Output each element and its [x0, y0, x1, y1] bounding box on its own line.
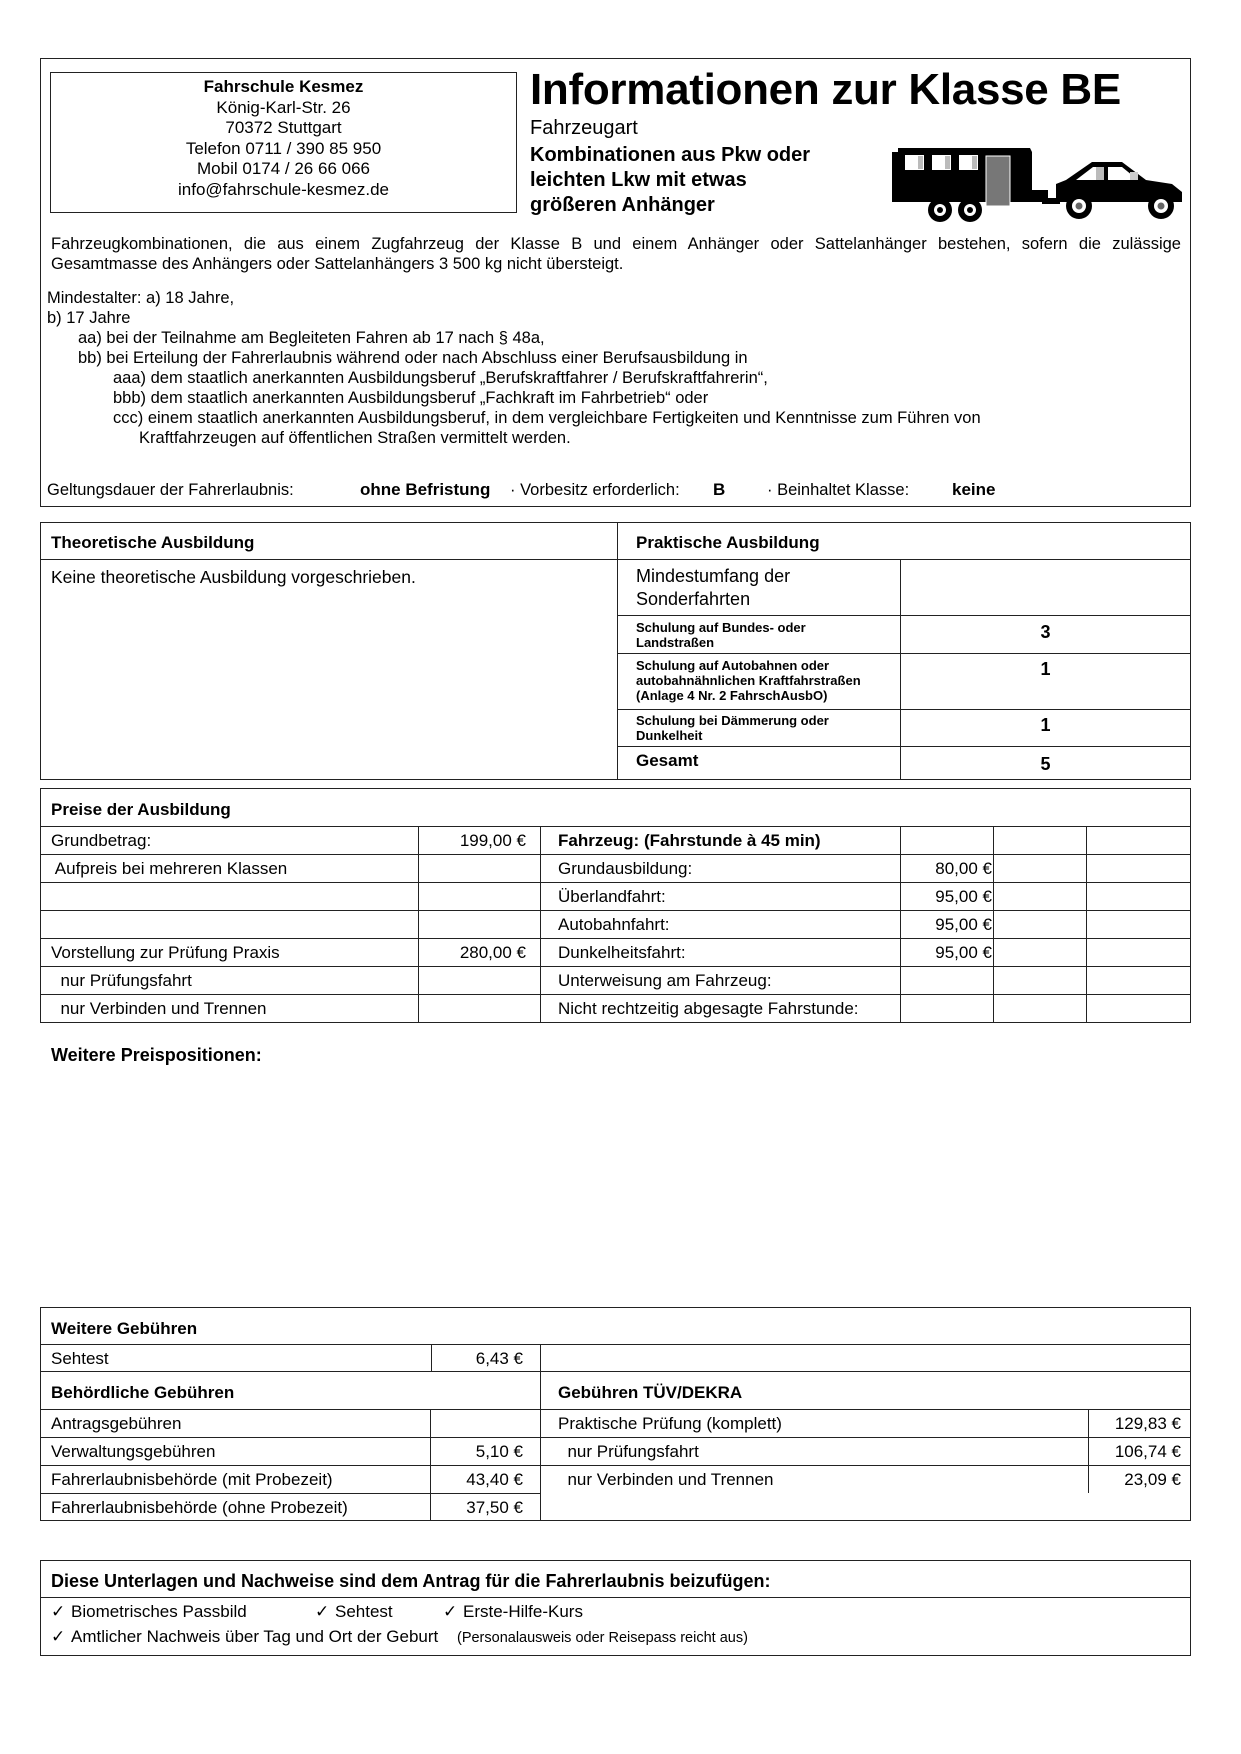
- theory-header: Theoretische Ausbildung: [51, 533, 255, 552]
- includes-label: · Beinhaltet Klasse:: [767, 481, 910, 499]
- training-total-label: Gesamt: [636, 751, 699, 770]
- school-mobile: Mobil 0174 / 26 66 066: [197, 159, 370, 178]
- authority-fee-label: Antragsgebühren: [51, 1414, 182, 1433]
- vehicle-description: Kombinationen aus Pkw oder leichten Lkw mit etwas größeren Anhänger: [530, 144, 811, 216]
- birth-proof-note: (Personalausweis oder Reisepass reicht aus): [456, 1630, 748, 1646]
- document-item-first-aid: ✓ Erste-Hilfe-Kurs: [443, 1602, 583, 1621]
- min-age-line: Mindestalter: a) 18 Jahre,: [47, 289, 235, 307]
- training-row-value: 1: [1040, 659, 1051, 679]
- car-with-horse-trailer-icon: [890, 140, 1190, 226]
- price-row-value: 199,00 €: [459, 831, 526, 850]
- practice-header: Praktische Ausbildung: [636, 533, 820, 552]
- authority-fee-value: 43,40 €: [466, 1470, 523, 1489]
- document-item-passport-photo: ✓ Biometrisches Passbild: [51, 1602, 247, 1621]
- price-row-label: nur Prüfungsfahrt: [51, 971, 192, 990]
- validity-label: Geltungsdauer der Fahrerlaubnis:: [47, 481, 294, 499]
- training-row-label: Schulung auf Bundes- oder Landstraßen: [636, 620, 806, 650]
- practice-subheader: Mindestumfang der Sonderfahrten: [636, 566, 791, 609]
- document-item-birth-proof: ✓ Amtlicher Nachweis über Tag und Ort der Geburt (Personalausweis oder Reisepass reicht aus): [51, 1627, 748, 1646]
- checkmark-icon: ✓: [315, 1602, 330, 1621]
- min-age-line: bbb) dem staatlich anerkannten Ausbildungsberuf „Fachkraft im Fahrbetrieb“ oder: [113, 389, 709, 407]
- page-title: Informationen zur Klasse BE: [530, 65, 1121, 114]
- training-table: [40, 522, 1191, 780]
- vehicle-type-label: Fahrzeugart: [530, 117, 638, 139]
- school-street: König-Karl-Str. 26: [216, 97, 351, 117]
- tuv-fee-value: 106,74 €: [1114, 1442, 1181, 1461]
- price-row-label: nur Verbinden und Trennen: [51, 999, 267, 1018]
- vehicle-price-value: 80,00 €: [935, 859, 992, 878]
- vehicle-price-value: 95,00 €: [935, 887, 992, 906]
- school-phone: Telefon 0711 / 390 85 950: [185, 138, 382, 158]
- includes-value: keine: [952, 480, 996, 499]
- vehicle-price-header: Fahrzeug: (Fahrstunde à 45 min): [558, 831, 821, 850]
- theory-text: Keine theoretische Ausbildung vorgeschrieben.: [51, 567, 416, 587]
- min-age-line: ccc) einem staatlich anerkannten Ausbildungsberuf, in dem vergleichbare Fertigkeiten und Kenntnisse zum Führen von: [113, 409, 981, 427]
- min-age-line: bb) bei Erteilung der Fahrerlaubnis während oder nach Abschluss einer Berufsausbildung in: [78, 349, 748, 367]
- tuv-fee-value: 129,83 €: [1114, 1414, 1181, 1433]
- tuv-fees-header: Gebühren TÜV/DEKRA: [558, 1383, 743, 1402]
- authority-fee-value: 5,10 €: [475, 1442, 523, 1461]
- tuv-fee-value: 23,09 €: [1124, 1470, 1181, 1489]
- documents-header: Diese Unterlagen und Nachweise sind dem Antrag für die Fahrerlaubnis beizufügen:: [51, 1571, 771, 1591]
- price-row-label: Vorstellung zur Prüfung Praxis: [51, 943, 280, 962]
- min-age-line: aaa) dem staatlich anerkannten Ausbildungsberuf „Berufskraftfahrer / Berufskraftfahrerin“,: [113, 369, 768, 387]
- school-email: info@fahrschule-kesmez.de: [178, 179, 389, 199]
- validity-value: ohne Befristung: [360, 480, 491, 499]
- training-row-label: Schulung auf Autobahnen oder autobahnähnlichen Kraftfahrstraßen (Anlage 4 Nr. 2 FahrschAusbO): [636, 658, 861, 703]
- vehicle-price-value: 95,00 €: [935, 915, 992, 934]
- training-row-value: 1: [1040, 715, 1051, 735]
- class-description: Fahrzeugkombinationen, die aus einem Zugfahrzeug der Klasse B und einem Anhänger oder Sattelanhänger bestehen, sofern die zulässige Gesamtmasse des Anhängers oder Sattelanhängers 3 500 kg nicht übersteigt.: [51, 235, 1181, 273]
- vehicle-price-value: 95,00 €: [935, 943, 992, 962]
- vehicle-price-label: Nicht rechtzeitig abgesagte Fahrstunde:: [558, 999, 859, 1018]
- min-age-line: aa) bei der Teilnahme am Begleiteten Fahren ab 17 nach § 48a,: [78, 329, 545, 347]
- prerequisite-label: · Vorbesitz erforderlich:: [510, 481, 680, 499]
- authority-fee-label: Fahrerlaubnisbehörde (ohne Probezeit): [51, 1498, 348, 1517]
- authority-fee-value: 37,50 €: [466, 1498, 523, 1517]
- min-age-line: b) 17 Jahre: [47, 309, 131, 327]
- tuv-fee-label: nur Prüfungsfahrt: [558, 1442, 699, 1461]
- checkmark-icon: ✓: [51, 1602, 66, 1621]
- school-address-box: [50, 72, 517, 213]
- min-age-line: Kraftfahrzeugen auf öffentlichen Straßen vermittelt werden.: [139, 429, 571, 447]
- further-positions-label: Weitere Preispositionen:: [51, 1045, 262, 1065]
- fees-header: Weitere Gebühren: [51, 1319, 198, 1338]
- vehicle-price-label: Überlandfahrt:: [558, 887, 666, 906]
- school-name: Fahrschule Kesmez: [203, 77, 364, 96]
- authority-fees-header: Behördliche Gebühren: [51, 1383, 235, 1402]
- vehicle-price-label: Unterweisung am Fahrzeug:: [558, 971, 772, 990]
- prices-header: Preise der Ausbildung: [51, 800, 231, 819]
- tuv-fee-label: Praktische Prüfung (komplett): [558, 1414, 782, 1433]
- vehicle-price-label: Dunkelheitsfahrt:: [558, 943, 686, 962]
- training-row-value: 3: [1040, 622, 1051, 642]
- eye-test-value: 6,43 €: [475, 1349, 523, 1368]
- price-row-label: Grundbetrag:: [51, 831, 152, 850]
- eye-test-label: Sehtest: [51, 1349, 109, 1368]
- vehicle-price-label: Grundausbildung:: [558, 859, 693, 878]
- prerequisite-value: B: [713, 480, 726, 499]
- tuv-fee-label: nur Verbinden und Trennen: [558, 1470, 774, 1489]
- price-row-value: 280,00 €: [459, 943, 526, 962]
- checkmark-icon: ✓: [443, 1602, 458, 1621]
- checkmark-icon: ✓: [51, 1627, 66, 1646]
- vehicle-price-label: Autobahnfahrt:: [558, 915, 670, 934]
- authority-fee-label: Fahrerlaubnisbehörde (mit Probezeit): [51, 1470, 333, 1489]
- training-total-value: 5: [1040, 754, 1051, 774]
- training-row-label: Schulung bei Dämmerung oder Dunkelheit: [636, 713, 829, 743]
- document-item-eye-test: ✓ Sehtest: [315, 1602, 393, 1621]
- authority-fee-label: Verwaltungsgebühren: [51, 1442, 216, 1461]
- price-row-label: Aufpreis bei mehreren Klassen: [51, 859, 288, 878]
- school-city: 70372 Stuttgart: [225, 118, 342, 137]
